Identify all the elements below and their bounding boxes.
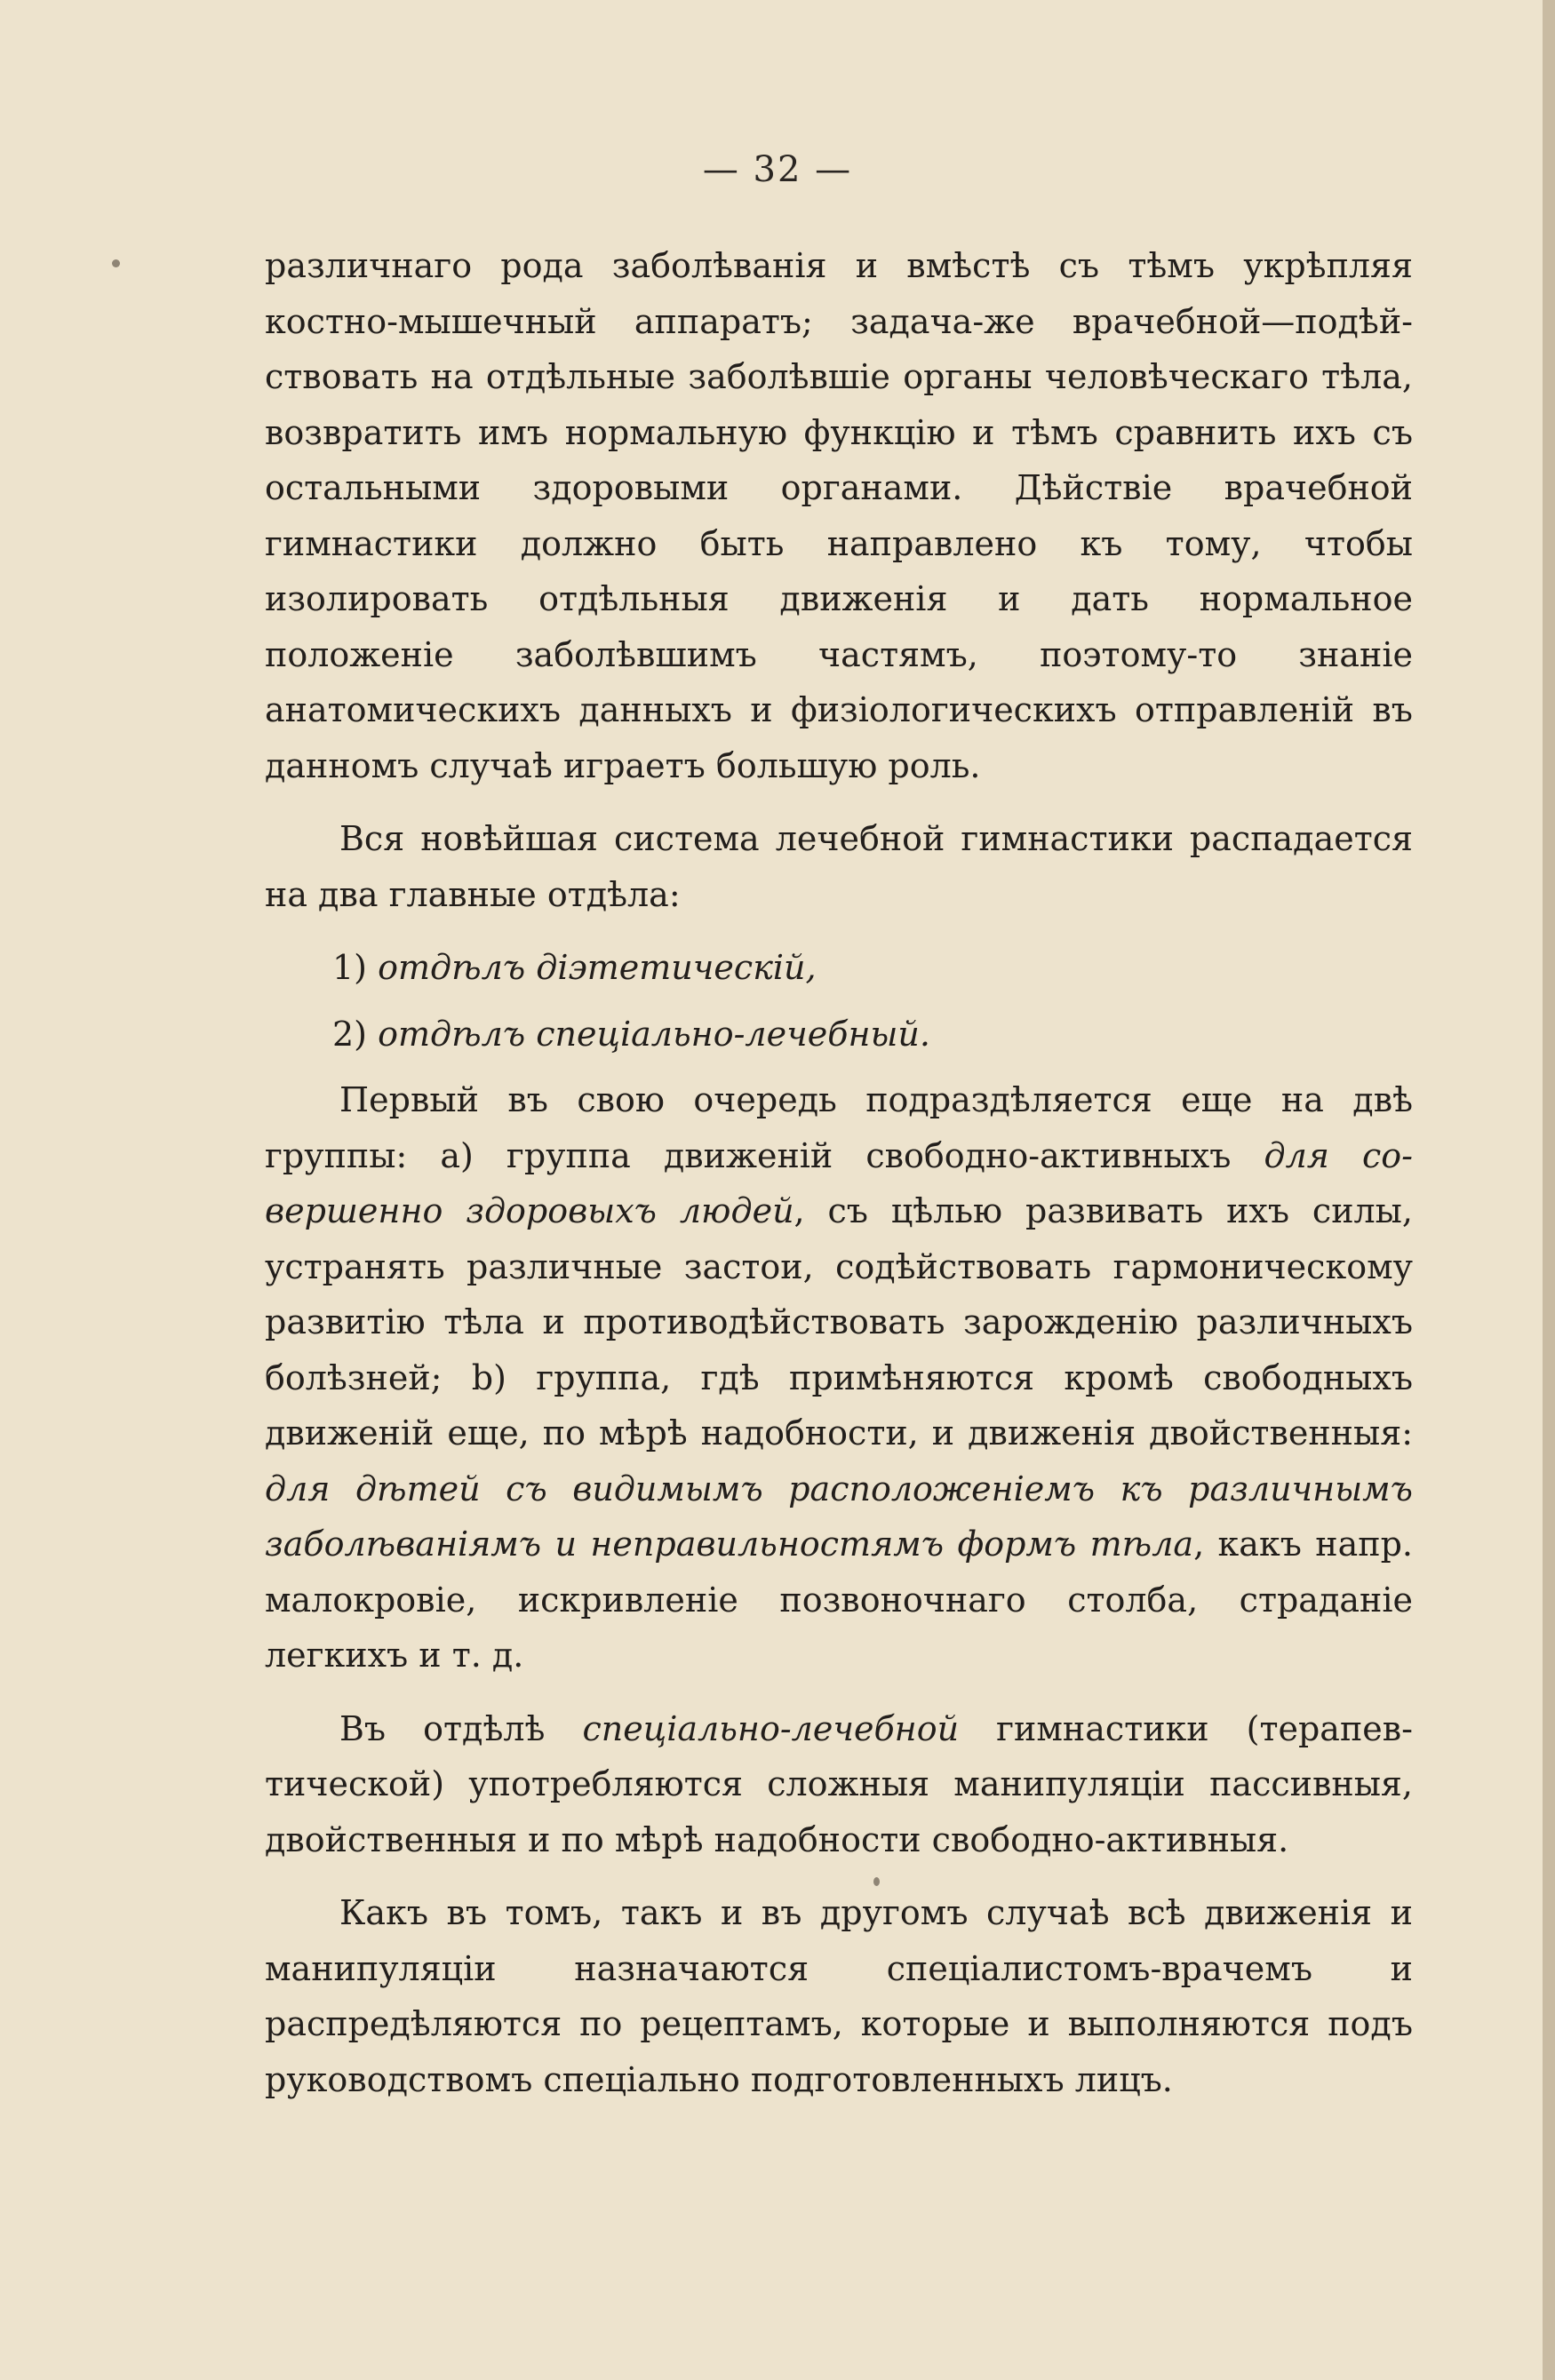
italic-phrase: для дѣтей съ видимымъ расположеніемъ къ различнымъ заболѣваніямъ и неправильностямъ формъ тѣла: [265, 1469, 1413, 1564]
list-item: [332, 1007, 1413, 1063]
paragraphs-before-list: [265, 238, 1413, 922]
text-run: различнаго рода заболѣванія и вмѣстѣ съ тѣмъ укрѣпляя костно-мышечный аппаратъ; задача-же врачебной—подѣйствовать на отдѣльные заболѣвшіе органы человѣческаго тѣла, возвратить имъ нормальную функцію и тѣмъ сравнить ихъ съ остальными здоровыми органами. Дѣйствіе врачебной гимнастики должно быть направлено къ тому, чтобы изолировать отдѣльныя движенія и дать нормальное положеніе заболѣвшимъ частямъ, поэтому-то знаніе анатомическихъ данныхъ и физіологическихъ отправленій въ данномъ случаѣ играетъ большую роль.: [265, 246, 1413, 785]
paragraph-p3: [265, 1072, 1413, 1684]
text-run: Первый въ свою очередь подраздѣляется еще на двѣ группы: а) группа движеній свободно-активныхъ: [265, 1080, 1413, 1175]
paragraph-p4: [265, 1701, 1413, 1868]
division-list: [265, 940, 1413, 1062]
list-text: отдѣлъ діэтетическій,: [378, 948, 817, 987]
page-edge: [1543, 0, 1555, 2380]
list-number: 2): [332, 1014, 368, 1054]
italic-phrase: спеціально-лечебной: [582, 1708, 960, 1748]
text-run: гимнастики (терапевтической) употребляются сложныя манипуляціи пассивныя, двойственныя и по мѣрѣ надобности свободно-активныя.: [265, 1708, 1414, 1859]
paragraph-p5: [265, 1885, 1413, 2107]
text-run: , съ цѣлью развивать ихъ силы, устранять различные застои, содѣйствовать гармоническому развитію тѣла и противодѣйствовать зарожденію различныхъ болѣзней; b) группа, гдѣ примѣняются кромѣ свободныхъ движеній еще, по мѣрѣ надобности, и движенія двойственныя:: [265, 1191, 1413, 1453]
page-number: — 32 —: [702, 149, 853, 190]
text-run: Въ отдѣлѣ: [339, 1708, 583, 1748]
text-run: Какъ въ томъ, такъ и въ другомъ случаѣ всѣ движенія и манипуляціи назначаются спеціалистомъ-врачемъ и распредѣляются по рецептамъ, которые и выполняются подъ руководствомъ спеціально подготовленныхъ лицъ.: [265, 1893, 1413, 2099]
body-text: [265, 238, 1413, 2125]
italic-phrase: для совершенно здоровыхъ людей: [265, 1135, 1413, 1230]
list-item: [332, 940, 1413, 996]
list-number: 1): [332, 948, 368, 987]
paragraph-p1: [265, 238, 1413, 793]
text-run: , какъ напр. малокровіе, искривленіе позвоночнаго столба, страданіе легкихъ и т. д.: [265, 1524, 1413, 1675]
ink-speck: [112, 259, 120, 267]
paragraph-p2: [265, 811, 1413, 922]
list-text: отдѣлъ спеціально-лечебный.: [378, 1014, 930, 1054]
text-run: Вся новѣйшая система лечебной гимнастики распадается на два главные отдѣла:: [265, 819, 1413, 914]
paragraphs-after-list: [265, 1072, 1413, 2107]
